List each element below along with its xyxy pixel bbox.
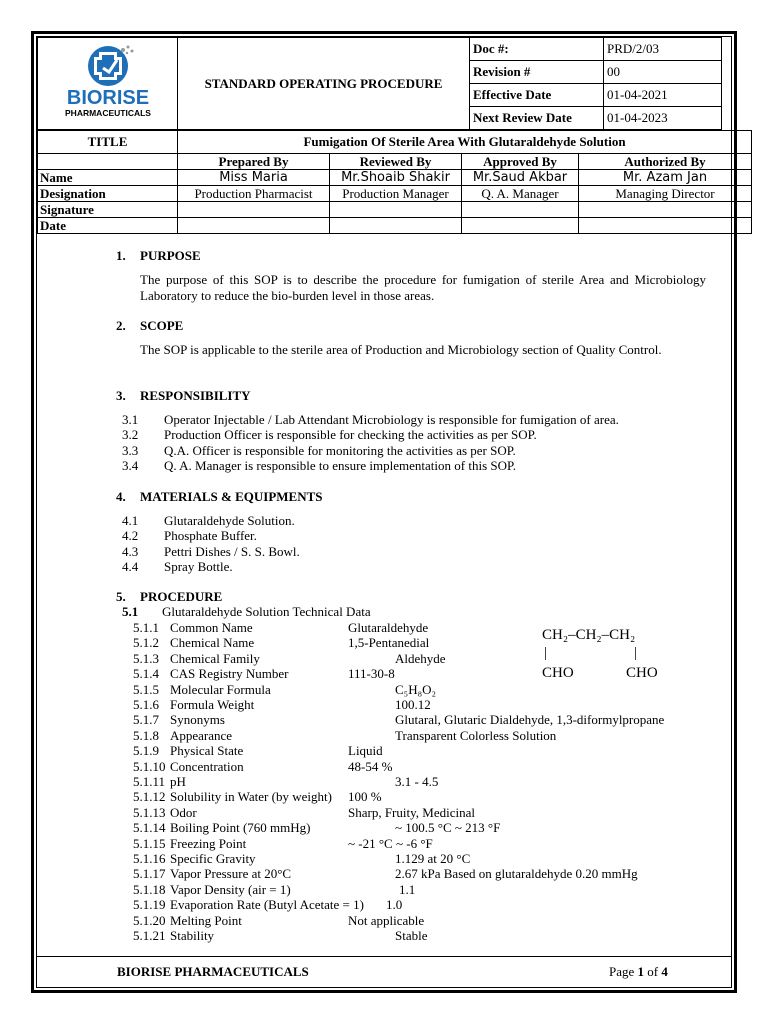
- data-value: Glutaraldehyde: [348, 620, 429, 635]
- data-property: Melting Point: [170, 912, 242, 928]
- data-property: Stability: [170, 928, 215, 943]
- field-label: Effective Date: [470, 84, 604, 107]
- material-item-text: Pettri Dishes / S. S. Bowl.: [164, 543, 300, 559]
- name-cell: Mr. Azam Jan: [579, 170, 752, 186]
- technical-data-row: [133, 912, 425, 928]
- data-property: pH: [170, 774, 186, 789]
- sop-title: Fumigation Of Sterile Area With Glutaraldehyde Solution: [178, 131, 752, 154]
- material-item-text: Glutaraldehyde Solution.: [164, 513, 295, 528]
- data-property: Common Name: [170, 620, 253, 635]
- data-number: 5.1.11: [133, 774, 166, 789]
- signature-cell: [178, 202, 330, 218]
- technical-data-row: [133, 835, 433, 851]
- technical-data-row: [133, 789, 382, 805]
- data-value: 100.12: [395, 697, 431, 712]
- technical-data-row: [133, 650, 446, 666]
- data-property: Odor: [170, 804, 197, 820]
- data-property: Specific Gravity: [170, 851, 256, 866]
- material-item-number: 4.1: [122, 513, 139, 528]
- section-responsibility-heading: 3. RESPONSIBILITY: [116, 388, 251, 403]
- data-value: 48-54 %: [348, 758, 393, 774]
- data-number: 5.1.13: [133, 804, 166, 820]
- material-item-number: 4.4: [122, 558, 139, 574]
- data-number: 5.1.6: [133, 697, 159, 712]
- date-cell: [178, 218, 330, 234]
- data-number: 5.1.12: [133, 789, 166, 805]
- material-item-text: Spray Bottle.: [164, 558, 233, 574]
- responsibility-item-number: 3.2: [122, 427, 139, 443]
- name-cell: Miss Maria: [178, 170, 330, 186]
- signature-cell: [330, 202, 462, 218]
- title-label: TITLE: [38, 131, 178, 154]
- technical-data-row: [133, 897, 403, 913]
- data-number: 5.1.9: [133, 743, 159, 759]
- row-label: Designation: [38, 186, 178, 202]
- logo: [38, 38, 178, 130]
- data-property: Vapor Density (air = 1): [170, 881, 291, 897]
- data-value: 2.67 kPa Based on glutaraldehyde 0.20 mmHg: [395, 866, 638, 882]
- data-property: Synonyms: [170, 712, 225, 728]
- technical-data-row: [133, 743, 383, 759]
- technical-data-row: [133, 681, 437, 697]
- responsibility-item-number: 3.4: [122, 457, 139, 473]
- responsibility-item-text: Q.A. Officer is responsible for monitoring the activities as per SOP.: [164, 442, 516, 458]
- data-number: 5.1.4: [133, 666, 159, 682]
- doc-type: STANDARD OPERATING PROCEDURE: [178, 38, 470, 130]
- data-value: Stable: [395, 928, 428, 943]
- material-item-number: 4.3: [122, 543, 139, 559]
- designation-cell: Q. A. Manager: [462, 186, 579, 202]
- technical-data-row: [133, 928, 428, 943]
- date-cell: [579, 218, 752, 234]
- data-number: 5.1.14: [133, 820, 166, 836]
- footer-divider: [37, 956, 731, 957]
- field-value: PRD/2/03: [604, 38, 722, 61]
- data-number: 5.1.10: [133, 758, 166, 774]
- row-label: Date: [38, 218, 178, 234]
- data-value: Glutaral, Glutaric Dialdehyde, 1,3-diformylpropane: [395, 712, 665, 728]
- data-number: 5.1.18: [133, 881, 166, 897]
- approval-table: [37, 130, 752, 234]
- biorise-logo-icon: [43, 42, 173, 122]
- section-purpose-heading: 1. PURPOSE: [116, 248, 201, 263]
- data-number: 5.1.19: [133, 897, 166, 913]
- header-table: [37, 37, 722, 130]
- field-label: Doc #:: [470, 38, 604, 61]
- row-label: Name: [38, 170, 178, 186]
- data-number: 5.1.20: [133, 912, 166, 928]
- technical-data-row: [133, 712, 665, 728]
- responsibility-item-number: 3.3: [122, 442, 139, 458]
- data-value: Not applicable: [348, 912, 425, 928]
- data-property: Formula Weight: [170, 697, 255, 712]
- row-label: Signature: [38, 202, 178, 218]
- scope-text: The SOP is applicable to the sterile area of Production and Microbiology section of Quality Control.: [140, 342, 662, 357]
- data-value: 1.129 at 20 °C: [395, 851, 471, 866]
- material-item-number: 4.2: [122, 528, 139, 544]
- technical-data-row: [133, 881, 416, 897]
- technical-data-row: [133, 820, 501, 836]
- structure-right-group: CHO: [626, 665, 658, 681]
- technical-data-row: [133, 727, 557, 743]
- designation-cell: Managing Director: [579, 186, 752, 202]
- signature-cell: [462, 202, 579, 218]
- data-property: Physical State: [170, 743, 244, 759]
- data-property: Appearance: [170, 727, 233, 743]
- structure-chain: CH₂–CH₂–CH₂: [542, 627, 636, 643]
- chemical-structure: CH₂–CH₂–CH₂ | | CHO CHO: [542, 627, 658, 681]
- date-cell: [330, 218, 462, 234]
- technical-data-row: [133, 620, 429, 635]
- signature-cell: [579, 202, 752, 218]
- responsibility-item-number: 3.1: [122, 412, 139, 427]
- data-value: C₅H₈O₂: [395, 681, 437, 697]
- technical-data-row: [133, 758, 393, 774]
- footer-company: BIORISE PHARMACEUTICALS: [117, 964, 309, 979]
- data-value: 100 %: [348, 789, 382, 805]
- data-property: Evaporation Rate (Butyl Acetate = 1): [170, 897, 364, 913]
- data-number: 5.1.5: [133, 681, 159, 697]
- data-value: ~ 100.5 °C ~ 213 °F: [395, 820, 501, 836]
- data-number: 5.1.15: [133, 835, 166, 851]
- data-value: 1.1: [399, 881, 416, 897]
- data-value: 1.0: [386, 897, 403, 913]
- technical-data-row: [133, 774, 439, 789]
- data-property: Freezing Point: [170, 835, 247, 851]
- technical-data-row: [133, 635, 430, 651]
- data-value: ~ -21 °C ~ -6 °F: [348, 835, 433, 851]
- data-property: Chemical Family: [170, 650, 260, 666]
- field-label: Revision #: [470, 61, 604, 84]
- date-cell: [462, 218, 579, 234]
- logo-text: BIORISE: [66, 86, 149, 109]
- column-header: Approved By: [462, 154, 579, 170]
- name-cell: Mr.Saud Akbar: [462, 170, 579, 186]
- data-number: 5.1.21: [133, 928, 166, 943]
- name-cell: Mr.Shoaib Shakir: [330, 170, 462, 186]
- technical-data-row: [133, 697, 431, 712]
- technical-data-row: [133, 804, 475, 820]
- data-property: Solubility in Water (by weight): [170, 789, 332, 805]
- data-value: 3.1 - 4.5: [395, 774, 439, 789]
- field-value: 01-04-2021: [604, 84, 722, 107]
- purpose-text: The purpose of this SOP is to describe the procedure for fumigation of sterile Area and Microbiology Laboratory to reduce the bio-burden level in those areas.: [140, 272, 706, 303]
- material-item-text: Phosphate Buffer.: [164, 528, 257, 544]
- data-number: 5.1.3: [133, 650, 159, 666]
- field-value: 00: [604, 61, 722, 84]
- data-property: Concentration: [170, 758, 244, 774]
- section-procedure-heading: 5. PROCEDURE: [116, 589, 223, 604]
- data-property: Chemical Name: [170, 635, 255, 651]
- data-value: 1,5-Pentanedial: [348, 635, 430, 651]
- technical-data-row: [133, 866, 638, 882]
- responsibility-item-text: Q. A. Manager is responsible to ensure implementation of this SOP.: [164, 457, 517, 473]
- page-number: Page 1 of 4: [609, 964, 668, 979]
- data-property: Vapor Pressure at 20°C: [170, 866, 292, 882]
- data-number: 5.1.17: [133, 866, 166, 882]
- responsibility-item-text: Operator Injectable / Lab Attendant Microbiology is responsible for fumigation of area.: [164, 412, 619, 427]
- data-value: Sharp, Fruity, Medicinal: [348, 804, 475, 820]
- data-value: 111-30-8: [348, 666, 395, 682]
- data-property: Molecular Formula: [170, 681, 271, 697]
- data-number: 5.1.2: [133, 635, 159, 651]
- data-number: 5.1.1: [133, 620, 159, 635]
- column-header: Reviewed By: [330, 154, 462, 170]
- logo-subtext: PHARMACEUTICALS: [64, 107, 151, 118]
- data-number: 5.1.16: [133, 851, 166, 866]
- column-header: Authorized By: [579, 154, 752, 170]
- data-value: Liquid: [348, 743, 383, 759]
- designation-cell: Production Manager: [330, 186, 462, 202]
- data-value: Transparent Colorless Solution: [395, 727, 557, 743]
- technical-data-row: [133, 666, 395, 682]
- technical-data-row: [133, 851, 471, 866]
- responsibility-item-text: Production Officer is responsible for checking the activities as per SOP.: [164, 427, 537, 443]
- procedure-subsection: 5.1 Glutaraldehyde Solution Technical Data: [122, 604, 371, 619]
- data-property: Boiling Point (760 mmHg): [170, 820, 311, 836]
- structure-left-group: CHO: [542, 665, 574, 681]
- field-value: 01-04-2023: [604, 107, 722, 130]
- designation-cell: Production Pharmacist: [178, 186, 330, 202]
- section-scope-heading: 2. SCOPE: [116, 318, 184, 333]
- data-number: 5.1.8: [133, 727, 159, 743]
- data-value: Aldehyde: [395, 650, 446, 666]
- column-header: Prepared By: [178, 154, 330, 170]
- section-materials-heading: 4. MATERIALS & EQUIPMENTS: [116, 489, 323, 504]
- data-number: 5.1.7: [133, 712, 159, 728]
- data-property: CAS Registry Number: [170, 666, 289, 682]
- field-label: Next Review Date: [470, 107, 604, 130]
